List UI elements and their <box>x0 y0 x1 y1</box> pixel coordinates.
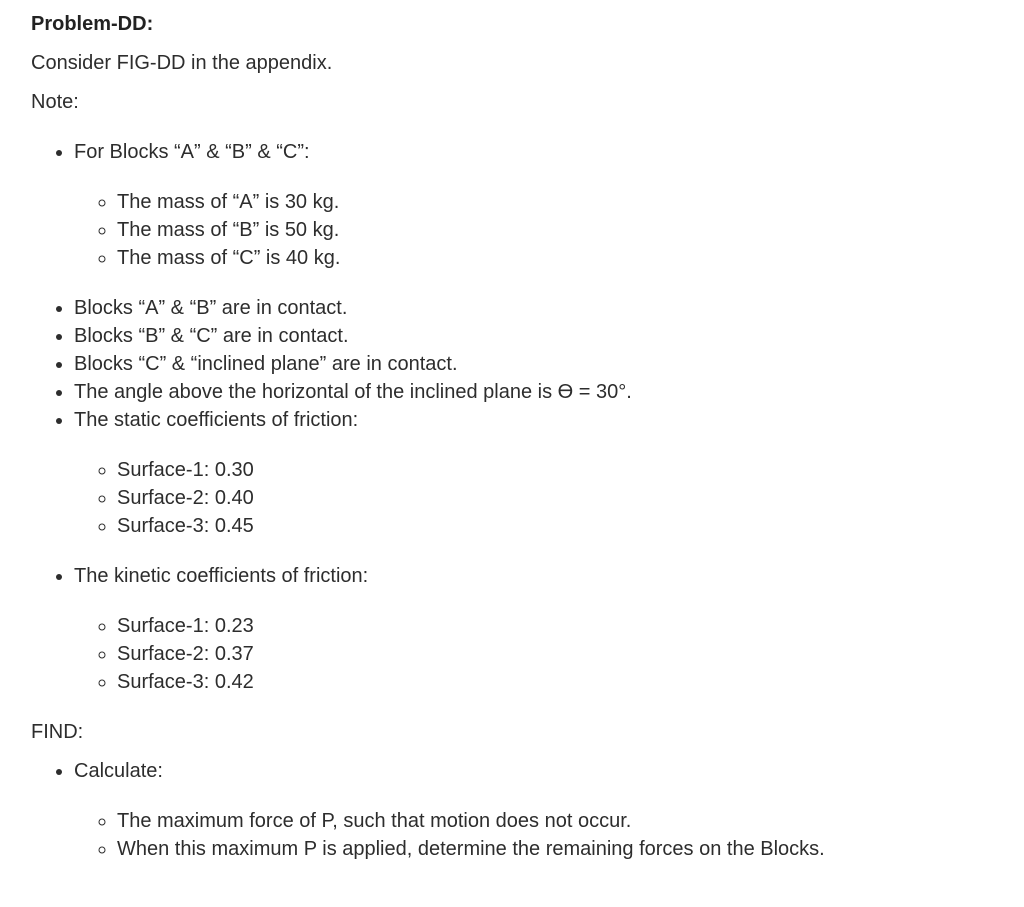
note-item-contact-bc: • Blocks “B” & “C” are in contact. <box>74 322 1024 350</box>
calculate-item-max-p: ◦ The maximum force of P, such that motion does not occur. <box>117 807 1024 835</box>
note-item-text: For Blocks “A” & “B” & “C”: <box>74 141 310 163</box>
static-surface-3: ◦ Surface-3: 0.45 <box>117 512 1024 540</box>
note-item-contact-ab: • Blocks “A” & “B” are in contact. <box>74 294 1024 322</box>
note-item-angle: • The angle above the horizontal of the inclined plane is ϴ = 30°. <box>74 378 1024 406</box>
mass-item-b: ◦ The mass of “B” is 50 kg. <box>117 216 1024 244</box>
kinetic-surface-1: ◦ Surface-1: 0.23 <box>117 612 1024 640</box>
kinetic-friction-list <box>74 612 1024 696</box>
intro-text: Consider FIG-DD in the appendix. <box>31 52 333 74</box>
note-label: Note: <box>31 91 79 113</box>
static-surface-1: ◦ Surface-1: 0.30 <box>117 456 1024 484</box>
note-item-blocks <box>74 138 1024 272</box>
kinetic-surface-2: ◦ Surface-2: 0.37 <box>117 640 1024 668</box>
kinetic-surface-3: ◦ Surface-3: 0.42 <box>117 668 1024 696</box>
static-friction-list <box>74 456 1024 540</box>
note-item-static-friction <box>74 406 1024 540</box>
find-item-calculate <box>74 757 1024 863</box>
problem-title: Problem-DD: <box>31 13 154 35</box>
find-label: FIND: <box>31 721 84 743</box>
mass-item-c: ◦ The mass of “C” is 40 kg. <box>117 244 1024 272</box>
calculate-item-remaining-forces: ◦ When this maximum P is applied, determine the remaining forces on the Blocks. <box>117 835 1024 863</box>
static-surface-2: ◦ Surface-2: 0.40 <box>117 484 1024 512</box>
mass-item-a: ◦ The mass of “A” is 30 kg. <box>117 188 1024 216</box>
note-item-contact-c-plane: • Blocks “C” & “inclined plane” are in contact. <box>74 350 1024 378</box>
note-item-text: The static coefficients of friction: <box>74 409 359 431</box>
find-list <box>31 757 1024 863</box>
note-list <box>31 138 1024 696</box>
find-item-text: Calculate: <box>74 760 163 782</box>
note-item-kinetic-friction <box>74 562 1024 696</box>
calculate-list <box>74 807 1024 863</box>
mass-list <box>74 188 1024 272</box>
note-item-text: The kinetic coefficients of friction: <box>74 565 369 587</box>
